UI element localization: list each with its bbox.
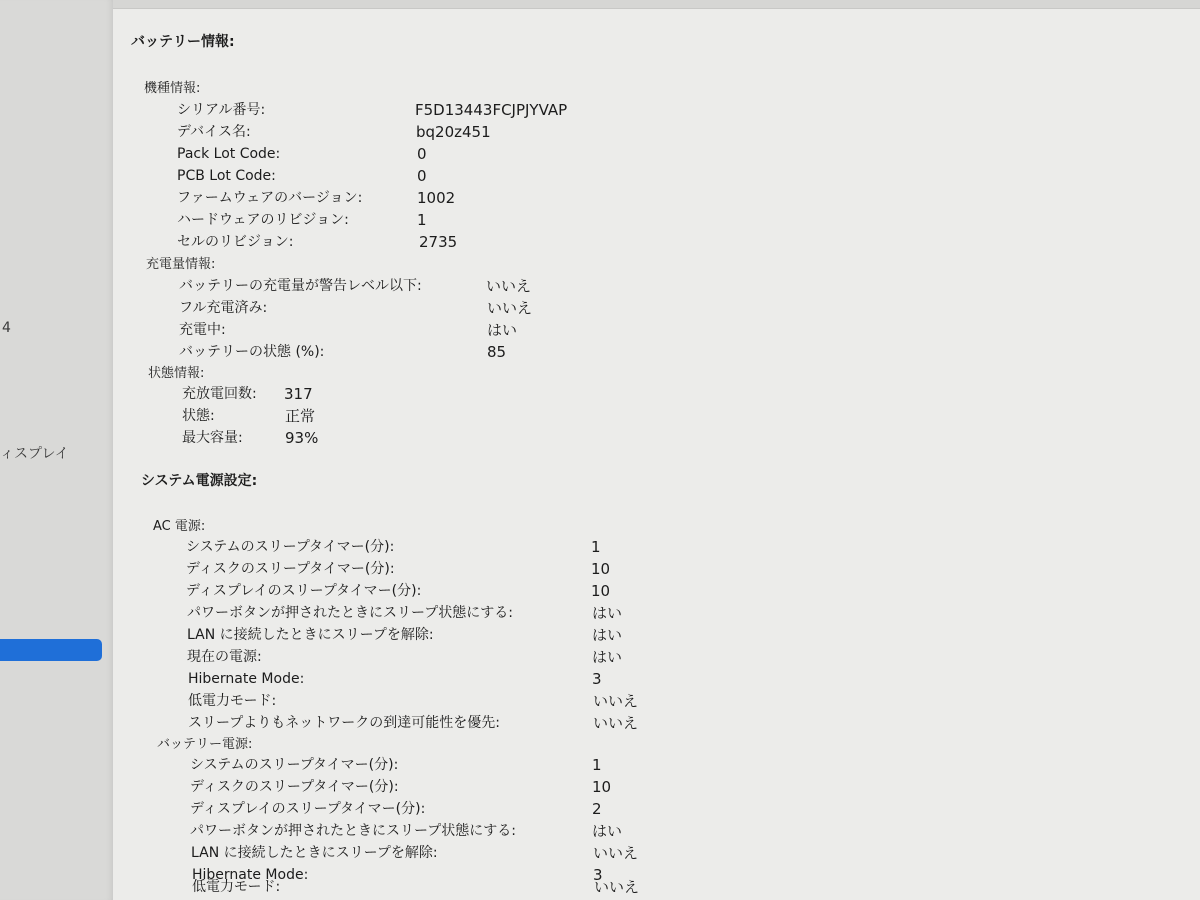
row-value: 10 [591, 582, 611, 600]
row-value: いいえ [594, 878, 640, 896]
row-label: セルのリビジョン: [177, 234, 294, 250]
row-label: デバイス名: [177, 124, 251, 140]
row-value: 0 [417, 145, 427, 163]
row-value: 1002 [417, 189, 456, 207]
row-value: 2735 [419, 233, 458, 251]
row-label: 低電力モード: [188, 693, 277, 709]
row-value: いいえ [487, 299, 533, 317]
row-label: LAN に接続したときにスリープを解除: [187, 627, 434, 643]
row-label: Pack Lot Code: [177, 146, 281, 162]
row-label: 最大容量: [182, 430, 243, 446]
row-label: 現在の電源: [187, 649, 262, 665]
sidebar-selected-item[interactable] [0, 639, 102, 661]
row-label: パワーボタンが押されたときにスリープ状態にする: [190, 823, 517, 839]
ac-power-title: AC 電源: [153, 519, 206, 534]
content-header-bar [113, 0, 1200, 9]
row-label: フル充電済み: [179, 300, 268, 316]
row-value: 正常 [285, 407, 316, 425]
row-label: ディスクのスリープタイマー(分): [186, 561, 395, 577]
sidebar-item-fragment[interactable]: 4 [2, 320, 11, 336]
row-label: Hibernate Mode: [188, 671, 305, 687]
row-label: LAN に接続したときにスリープを解除: [191, 845, 438, 861]
row-value: はい [592, 648, 623, 666]
sidebar [0, 0, 114, 900]
row-value: はい [592, 604, 623, 622]
row-value: いいえ [593, 844, 639, 862]
row-label: バッテリーの状態 (%): [179, 344, 325, 360]
sidebar-item-display[interactable]: ィスプレイ [0, 446, 69, 462]
row-label: ハードウェアのリビジョン: [177, 212, 349, 228]
row-value: 85 [487, 343, 507, 361]
row-value: いいえ [593, 714, 639, 732]
row-label: 状態: [182, 408, 215, 424]
health-info-title: 状態情報: [148, 366, 205, 381]
charge-info-title: 充電量情報: [146, 257, 216, 272]
row-label: 充電中: [179, 322, 226, 338]
row-label: システムのスリープタイマー(分): [186, 539, 395, 555]
battery-info-title: バッテリー情報: [131, 34, 235, 50]
row-label: ファームウェアのバージョン: [177, 190, 363, 206]
row-label: バッテリーの充電量が警告レベル以下: [179, 278, 422, 294]
power-settings-title: システム電源設定: [141, 473, 258, 489]
row-label: シリアル番号: [177, 102, 266, 118]
row-value: 1 [417, 211, 427, 229]
detail-pane [113, 9, 1200, 900]
row-label: システムのスリープタイマー(分): [190, 757, 399, 773]
row-label: PCB Lot Code: [177, 168, 276, 184]
row-value: 1 [592, 756, 602, 774]
row-label: ディスプレイのスリープタイマー(分): [186, 583, 422, 599]
row-value: 1 [591, 538, 601, 556]
row-value: はい [487, 321, 518, 339]
row-value: 10 [591, 560, 611, 578]
row-value: bq20z451 [416, 123, 491, 141]
row-value: 3 [592, 670, 602, 688]
row-value: 2 [592, 800, 602, 818]
row-value: 93% [285, 429, 319, 447]
row-label: パワーボタンが押されたときにスリープ状態にする: [187, 605, 514, 621]
row-value: いいえ [593, 692, 639, 710]
row-value: はい [592, 822, 623, 840]
row-label: ディスプレイのスリープタイマー(分): [190, 801, 426, 817]
row-value: 3 [593, 866, 603, 884]
row-label: 低電力モード: [192, 879, 281, 895]
battery-power-title: バッテリー電源: [157, 737, 253, 752]
row-label: 充放電回数: [182, 386, 257, 402]
row-value: 317 [284, 385, 313, 403]
row-label: ディスクのスリープタイマー(分): [190, 779, 399, 795]
row-label: スリープよりもネットワークの到達可能性を優先: [188, 715, 501, 731]
row-value: 0 [417, 167, 427, 185]
row-value: 10 [592, 778, 612, 796]
row-value: いいえ [486, 277, 532, 295]
row-value: はい [592, 626, 623, 644]
model-info-title: 機種情報: [144, 81, 201, 96]
row-label: Hibernate Mode: [192, 867, 309, 883]
row-value: F5D13443FCJPJYVAP [415, 101, 568, 119]
